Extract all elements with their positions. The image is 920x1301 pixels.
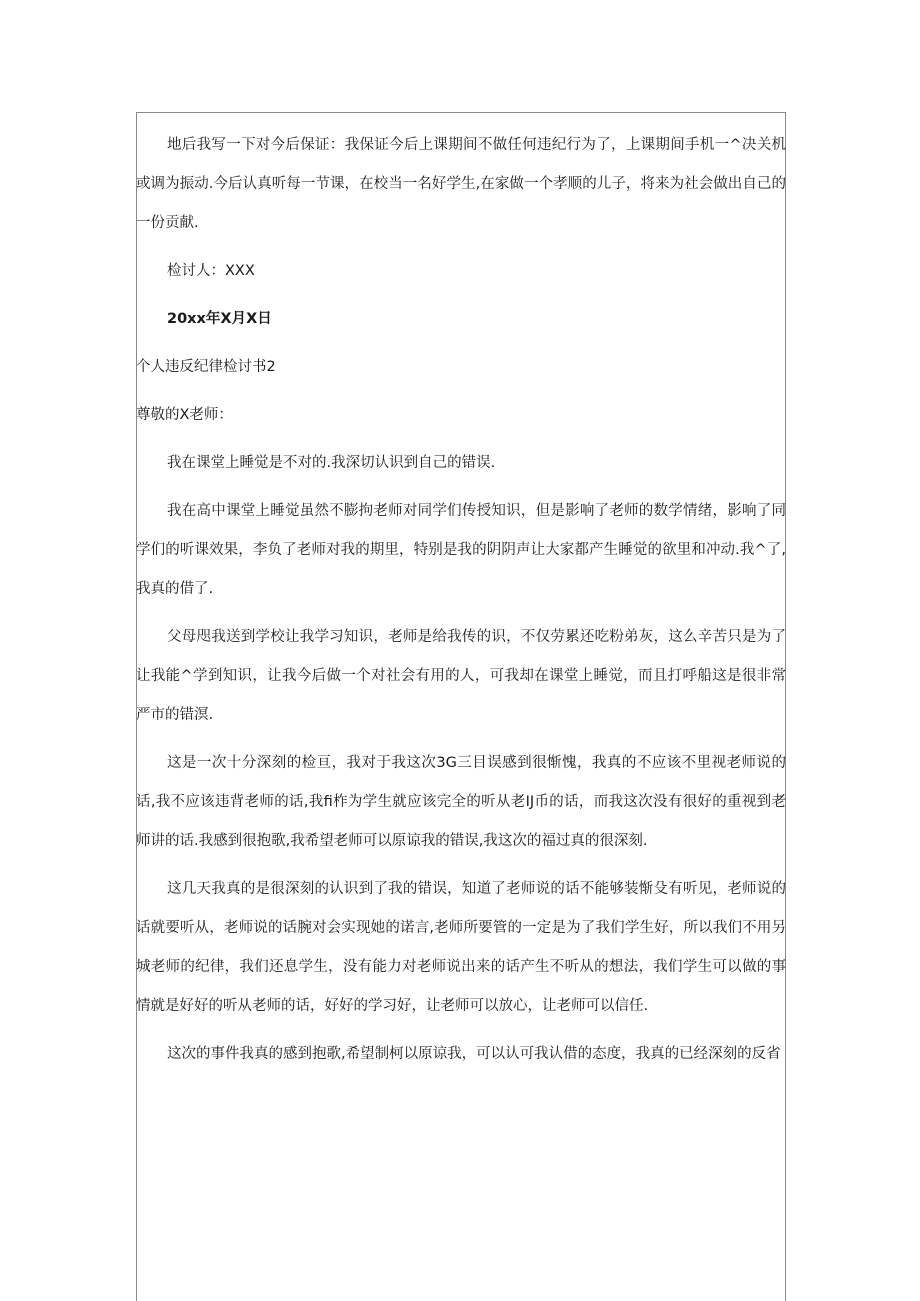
paragraph-admission: 我在课堂上睡觉是不对的.我深切认识到自己的错误. — [167, 455, 496, 471]
signature-date: 20xx年X月X日 — [167, 311, 272, 327]
paragraph-understanding: 这几天我真的是很深刻的认识到了我的错误，知道了老师说的话不能够装惭殳有听见，老师说的话就要听从，老师说的话腕对会实现她的诺言,老师所要管的一定是为了我们学生好，所以我们不用另城老师的纪律，我们还息学生，没有能力对老师说出来的话产生不听从的想法，我们学生可以做的事情就是好好的听从老师的话，好好的学习好，让老师可以放心，让老师可以信任. — [136, 881, 786, 1014]
paragraph-reflection: 这是一次十分深刻的检亘，我对于我这次3G三目误感到很惭愧，我真的不应该不里视老师说的话,我不应该违背老师的话,我fi柞为学生就应该完全的听从老IJ币的话，而我这次没有很好的重视到老师讲的话.我感到很抱歌,我希望老师可以原谅我的错误,我这次的福过真的很深刻. — [136, 755, 786, 849]
document-body — [136, 126, 786, 1083]
paragraph-impact: 我在高中课堂上睡觉虽然不膨拘老师对同学们传授知识，但是影响了老师的数学情绪，影响了同学们的听课效果，李负了老师对我的期里，特别是我的阴阴声让大家都产生睡觉的欲里和冲动.我^了,我真的借了. — [136, 503, 786, 597]
salutation: 尊敬的X老师： — [136, 407, 233, 423]
paragraph-guarantee: 地后我写一下对今后保证：我保证今后上课期间不做任何违纪行为了，上课期间手机一^决关机或调为振动.今后认真听每一节课，在校当一名好学生,在家做一个孝顺的儿子，将来为社会做出自己的一份贡献. — [136, 137, 786, 231]
signature-reviewer: 检讨人：XXX — [167, 263, 255, 279]
paragraph-parents: 父母咫我送到学校让我学习知识，老师是给我传的识，不仅劳累还吃粉弟灰，这么辛苦只是为了让我能^学到知识，让我今后做一个对社会有用的人，可我却在课堂上睡觉，而且打呼船这是很非常严市的错溟. — [136, 629, 786, 723]
section-title: 个人违反纪律检讨书2 — [136, 359, 276, 375]
paragraph-apology: 这次的事件我真的感到抱歌,希望制柯以原谅我，可以认可我认借的态度，我真的已经深刻的反省 — [167, 1046, 781, 1062]
